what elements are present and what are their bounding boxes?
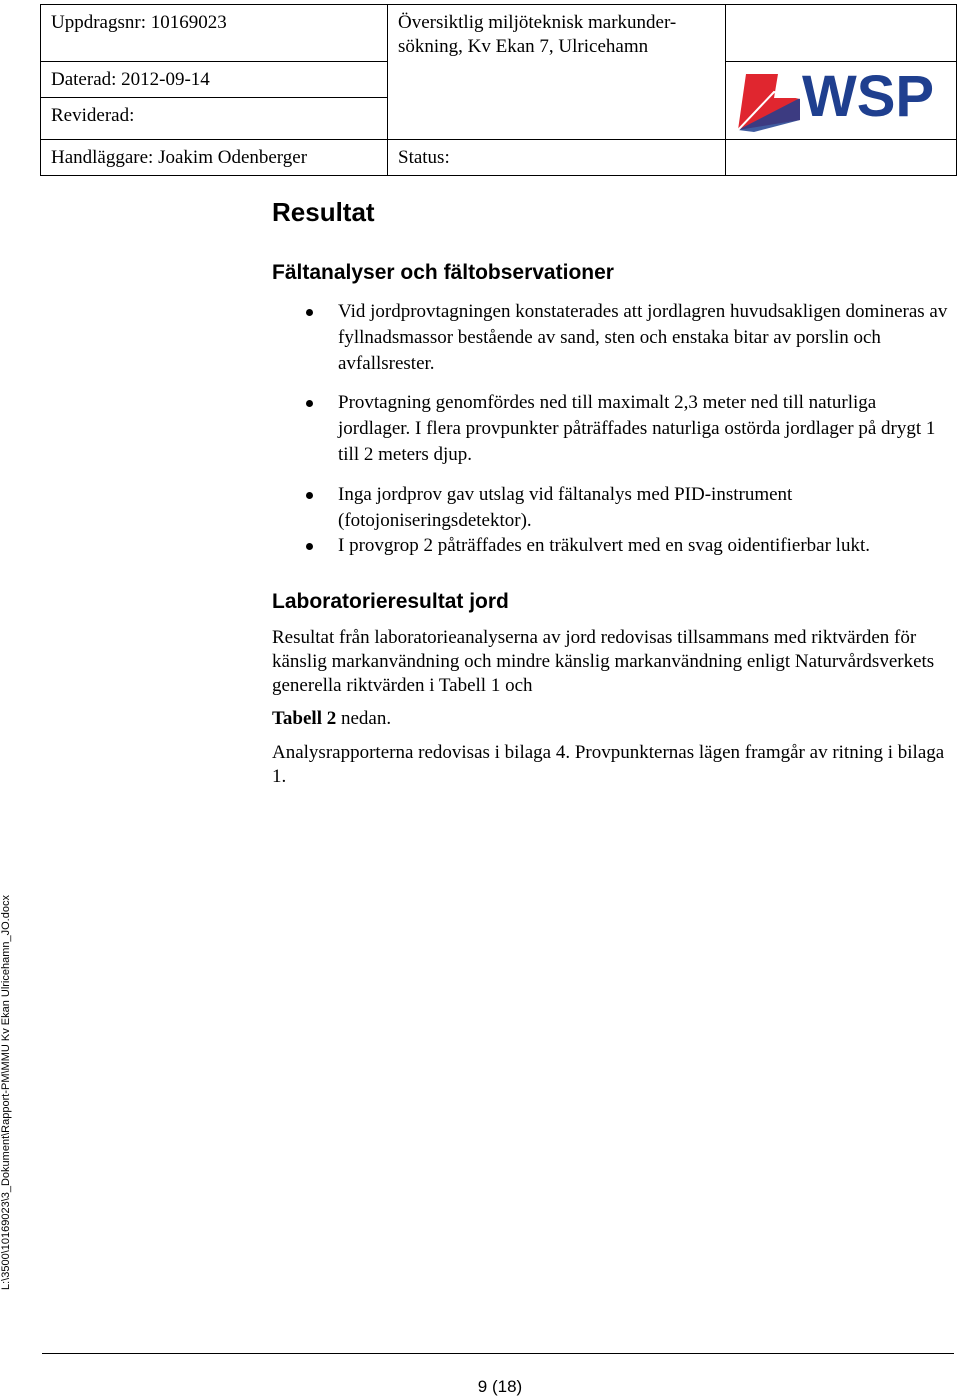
handler-cell: [41, 139, 388, 175]
bullet-icon: [306, 543, 313, 550]
project-number: Uppdragsnr: 10169023: [51, 12, 227, 33]
section-heading-lab-results: Laboratorieresultat jord: [272, 590, 509, 613]
empty-cell: [726, 139, 957, 175]
document-header-table: [40, 4, 957, 176]
revised: Reviderad:: [51, 104, 135, 126]
wsp-logo: [734, 62, 954, 138]
status: Status:: [398, 146, 450, 168]
logo-cell: [726, 62, 957, 139]
bullet-list: [300, 482, 950, 534]
paragraph-lab-results: Resultat från laboratorieanalyserna av jord redovisas tillsammans med riktvärden för känslig markanvändning och mindre känslig markanvändning enligt Naturvårdsverkets generella riktvärden i Tabell 1 och: [272, 627, 935, 696]
list-item-text: Vid jordprovtagningen konstaterades att jordlagren huvudsakligen domineras av fyllnadsmassor bestående av sand, sten och enstaka bitar av porslin och avfallsrester.: [338, 301, 948, 374]
status-cell: [388, 139, 726, 175]
document-title: Översiktlig miljöteknisk markunder- sökning, Kv Ekan 7, Ulricehamn: [398, 12, 677, 57]
bullet-icon: [306, 400, 313, 407]
list-item-text: Inga jordprov gav utslag vid fältanalys med PID-instrument (fotojoniseringsdetektor).: [338, 484, 793, 531]
revised-cell: [41, 97, 388, 139]
paragraph-table-reference: [272, 707, 952, 731]
dated-cell: [41, 62, 388, 97]
footer-divider: [42, 1353, 954, 1354]
paragraph-appendix: Analysrapporterna redovisas i bilaga 4. Provpunkternas lägen framgår av ritning i bilaga 1.: [272, 742, 945, 787]
page-heading: Resultat: [272, 197, 375, 227]
bullet-list: [300, 299, 950, 377]
project-number-cell: [41, 5, 388, 62]
list-item-text: Provtagning genomfördes ned till maximalt 2,3 meter ned till naturliga jordlager. I flera provpunkter påträffades naturliga ostörda jordlager på drygt 1 till 2 meters djup.: [338, 392, 936, 465]
bullet-list: [300, 533, 950, 559]
dated: Daterad: 2012-09-14: [51, 69, 210, 91]
bullet-icon: [306, 492, 313, 499]
logo-text: WSP: [802, 64, 935, 130]
section-heading-field-analyses: Fältanalyser och fältobservationer: [272, 261, 614, 284]
list-item: [300, 299, 950, 377]
bullet-list: [300, 390, 950, 468]
list-item-text: I provgrop 2 påträffades en träkulvert med en svag oidentifierbar lukt.: [338, 535, 870, 556]
empty-cell: [726, 5, 957, 62]
list-item: [300, 482, 950, 534]
wsp-logo-graphic: [734, 62, 954, 138]
table-reference-rest: nedan.: [336, 708, 392, 729]
list-item: [300, 390, 950, 468]
table-reference: Tabell 2: [272, 708, 337, 729]
file-path-vertical: L:\3500\10169023\3_Dokument\Rapport-PM\MMU Kv Ekan Ulricehamn_JO.docx: [0, 895, 12, 1290]
list-item: [300, 533, 950, 559]
page-number: 9 (18): [477, 1377, 523, 1396]
handler: Handläggare: Joakim Odenberger: [51, 146, 308, 168]
bullet-icon: [306, 309, 313, 316]
document-title-cell: [388, 5, 726, 140]
